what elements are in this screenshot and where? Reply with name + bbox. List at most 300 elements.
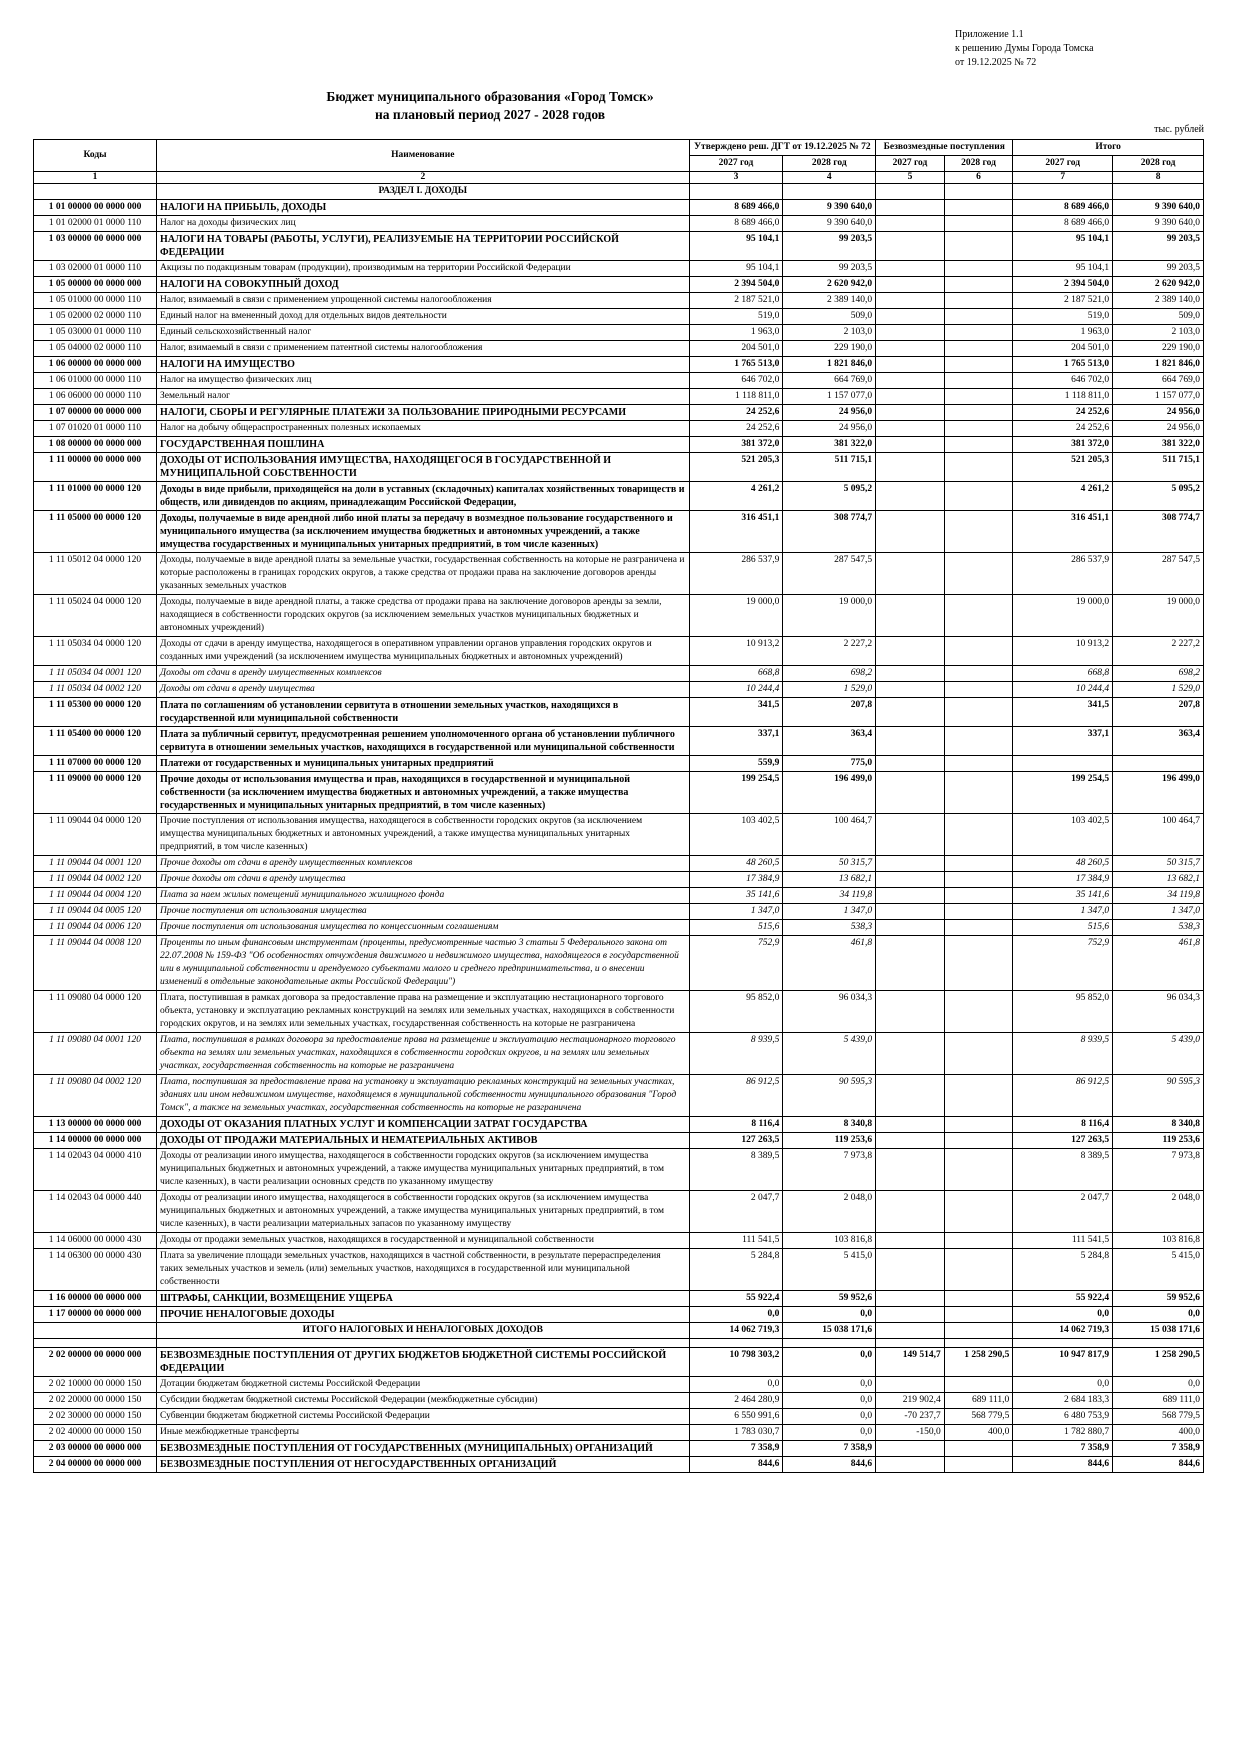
approved-2028: 775,0 — [783, 756, 876, 772]
grants-2028 — [944, 405, 1013, 421]
approved-2028: 9 390 640,0 — [783, 200, 876, 216]
table-row — [34, 437, 1204, 453]
colnum-7: 7 — [1013, 172, 1113, 184]
grants-2028 — [944, 232, 1013, 261]
total-2027: 8 389,5 — [1013, 1149, 1113, 1191]
table-row — [34, 595, 1204, 637]
total-2027 — [1013, 1339, 1113, 1348]
approved-2028: 0,0 — [783, 1377, 876, 1393]
grants-2028 — [944, 814, 1013, 856]
approved-2028: 34 119,8 — [783, 888, 876, 904]
row-name: Доходы в виде прибыли, приходящейся на доли в уставных (складочных) капиталах хозяйственных товариществ и обществ, или дивидендов по акциям, принадлежащим Российской Федерации, — [157, 482, 690, 511]
budget-table — [33, 139, 1204, 1473]
approved-2028: 844,6 — [783, 1457, 876, 1473]
grants-2027 — [876, 1307, 945, 1323]
total-2027: 10 244,4 — [1013, 682, 1113, 698]
grants-2028 — [944, 293, 1013, 309]
approved-2028: 2 048,0 — [783, 1191, 876, 1233]
approved-2027: 521 205,3 — [689, 453, 783, 482]
grants-2028 — [944, 1307, 1013, 1323]
appendix-line-3: от 19.12.2025 № 72 — [955, 57, 1037, 68]
approved-2027: 4 261,2 — [689, 482, 783, 511]
row-name: БЕЗВОЗМЕЗДНЫЕ ПОСТУПЛЕНИЯ ОТ ГОСУДАРСТВЕННЫХ (МУНИЦИПАЛЬНЫХ) ОРГАНИЗАЦИЙ — [157, 1441, 690, 1457]
total-2028: 19 000,0 — [1113, 595, 1204, 637]
table-row — [34, 1393, 1204, 1409]
units-label: тыс. рублей — [1154, 124, 1204, 135]
row-code: 1 06 01000 00 0000 110 — [34, 373, 157, 389]
total-2027: 1 347,0 — [1013, 904, 1113, 920]
total-2028: 100 464,7 — [1113, 814, 1204, 856]
row-code: 1 11 05024 04 0000 120 — [34, 595, 157, 637]
total-2028 — [1113, 184, 1204, 200]
grants-2027 — [876, 1339, 945, 1348]
table-row — [34, 904, 1204, 920]
total-2028: 15 038 171,6 — [1113, 1323, 1204, 1339]
table-row — [34, 373, 1204, 389]
approved-2027: 1 765 513,0 — [689, 357, 783, 373]
row-name: Доходы, получаемые в виде арендной платы за земельные участки, государственная собственность на которые не разграничена и которые расположены в границах городских округов, а также средства от продажи права на заключение договоров аренды указанных земельных участков — [157, 553, 690, 595]
approved-2027: 8 389,5 — [689, 1149, 783, 1191]
row-code: 1 11 05034 04 0002 120 — [34, 682, 157, 698]
colnum-3: 3 — [689, 172, 783, 184]
grants-2028 — [944, 756, 1013, 772]
table-row — [34, 1307, 1204, 1323]
grants-2027 — [876, 184, 945, 200]
total-2028: 90 595,3 — [1113, 1075, 1204, 1117]
approved-2027: 24 252,6 — [689, 421, 783, 437]
approved-2028: 5 415,0 — [783, 1249, 876, 1291]
grants-2028 — [944, 553, 1013, 595]
row-code: 1 11 09080 04 0001 120 — [34, 1033, 157, 1075]
approved-2028: 2 103,0 — [783, 325, 876, 341]
grants-2028 — [944, 421, 1013, 437]
approved-2027: 559,9 — [689, 756, 783, 772]
header-codes: Коды — [34, 140, 157, 172]
row-code: 1 01 00000 00 0000 000 — [34, 200, 157, 216]
approved-2028: 119 253,6 — [783, 1133, 876, 1149]
total-2027: 95 104,1 — [1013, 261, 1113, 277]
grants-2027 — [876, 389, 945, 405]
total-2027: 337,1 — [1013, 727, 1113, 756]
table-row — [34, 482, 1204, 511]
total-2027: 95 104,1 — [1013, 232, 1113, 261]
total-2028: 698,2 — [1113, 666, 1204, 682]
row-code: 1 11 09080 04 0002 120 — [34, 1075, 157, 1117]
grants-2028 — [944, 1323, 1013, 1339]
approved-2028: 90 595,3 — [783, 1075, 876, 1117]
colnum-1: 1 — [34, 172, 157, 184]
row-name: Акцизы по подакцизным товарам (продукции), производимым на территории Российской Федерации — [157, 261, 690, 277]
grants-2027 — [876, 373, 945, 389]
grants-2027 — [876, 772, 945, 814]
table-row — [34, 727, 1204, 756]
total-2027 — [1013, 756, 1113, 772]
table-row — [34, 1441, 1204, 1457]
grants-2027 — [876, 1291, 945, 1307]
grants-2028 — [944, 453, 1013, 482]
appendix-line-1: Приложение 1.1 — [955, 29, 1024, 40]
grants-2027 — [876, 421, 945, 437]
row-code: 1 06 00000 00 0000 000 — [34, 357, 157, 373]
grants-2027 — [876, 637, 945, 666]
table-row — [34, 1191, 1204, 1233]
row-name: Иные межбюджетные трансферты — [157, 1425, 690, 1441]
table-row — [34, 511, 1204, 553]
table-row — [34, 1425, 1204, 1441]
table-row — [34, 421, 1204, 437]
grants-2028 — [944, 1233, 1013, 1249]
header-name: Наименование — [157, 140, 690, 172]
row-code: 1 07 00000 00 0000 000 — [34, 405, 157, 421]
grants-2027 — [876, 293, 945, 309]
row-name: Налог, взимаемый в связи с применением упрощенной системы налогообложения — [157, 293, 690, 309]
grants-2027 — [876, 872, 945, 888]
row-code: 1 14 00000 00 0000 000 — [34, 1133, 157, 1149]
table-row — [34, 389, 1204, 405]
approved-2028: 7 358,9 — [783, 1441, 876, 1457]
approved-2027: 0,0 — [689, 1377, 783, 1393]
grants-2028: 568 779,5 — [944, 1409, 1013, 1425]
header-approved: Утверждено реш. ДГТ от 19.12.2025 № 72 — [689, 140, 876, 156]
approved-2028: 207,8 — [783, 698, 876, 727]
table-row — [34, 1249, 1204, 1291]
grants-2028 — [944, 872, 1013, 888]
total-2027: 0,0 — [1013, 1307, 1113, 1323]
row-name: Доходы от реализации иного имущества, находящегося в собственности городских округов (за исключением имущества муниципальных бюджетных и автономных учреждений, а также имущества муниципальных унитарных предприятий, в том числе казенных), в части реализации основных средств по указанному имуществу — [157, 1149, 690, 1191]
table-row — [34, 261, 1204, 277]
header-grants: Безвозмездные поступления — [876, 140, 1013, 156]
row-code: 1 14 02043 04 0000 440 — [34, 1191, 157, 1233]
total-2028: 5 095,2 — [1113, 482, 1204, 511]
approved-2027: 103 402,5 — [689, 814, 783, 856]
row-code: 1 17 00000 00 0000 000 — [34, 1307, 157, 1323]
row-name: ИТОГО НАЛОГОВЫХ И НЕНАЛОГОВЫХ ДОХОДОВ — [157, 1323, 690, 1339]
approved-2027: 519,0 — [689, 309, 783, 325]
row-name: Доходы от сдачи в аренду имущества — [157, 682, 690, 698]
total-2028: 9 390 640,0 — [1113, 200, 1204, 216]
total-2028: 509,0 — [1113, 309, 1204, 325]
table-row — [34, 991, 1204, 1033]
row-name: Плата, поступившая за предоставление права на установку и эксплуатацию рекламных конструкций на земельных участках, зданиях или ином недвижимом имуществе, находящемся в муниципальной собственности муниципального образования "Город Томск", а также на земельных участках, государственная собственность на которые не разграничена — [157, 1075, 690, 1117]
approved-2028: 509,0 — [783, 309, 876, 325]
row-name: Прочие поступления от использования имущества, находящегося в собственности городских округов (за исключением имущества муниципальных бюджетных и автономных учреждений, а также имущества муниципальных унитарных предприятий, в том числе казенных) — [157, 814, 690, 856]
table-row — [34, 888, 1204, 904]
row-name: Налог на имущество физических лиц — [157, 373, 690, 389]
header-approved-2027: 2027 год — [689, 156, 783, 172]
total-2027: 316 451,1 — [1013, 511, 1113, 553]
row-code: 1 03 00000 00 0000 000 — [34, 232, 157, 261]
grants-2028 — [944, 1249, 1013, 1291]
row-name: Доходы от продажи земельных участков, находящихся в государственной и муниципальной собственности — [157, 1233, 690, 1249]
row-name: НАЛОГИ НА ИМУЩЕСТВО — [157, 357, 690, 373]
row-name: Доходы от сдачи в аренду имущества, находящегося в оперативном управлении органов управления городских округов и созданных ими учреждений (за исключением имущества муниципальных бюджетных и автономных учреждений) — [157, 637, 690, 666]
row-code: 1 16 00000 00 0000 000 — [34, 1291, 157, 1307]
grants-2028: 689 111,0 — [944, 1393, 1013, 1409]
total-2028 — [1113, 756, 1204, 772]
table-row — [34, 1409, 1204, 1425]
total-2028: 400,0 — [1113, 1425, 1204, 1441]
approved-2028: 2 389 140,0 — [783, 293, 876, 309]
total-2028: 461,8 — [1113, 936, 1204, 991]
row-name: Единый сельскохозяйственный налог — [157, 325, 690, 341]
grants-2027 — [876, 1191, 945, 1233]
table-row — [34, 772, 1204, 814]
total-2028 — [1113, 1339, 1204, 1348]
grants-2028 — [944, 511, 1013, 553]
table-row — [34, 936, 1204, 991]
row-name: НАЛОГИ НА СОВОКУПНЫЙ ДОХОД — [157, 277, 690, 293]
header-approved-2028: 2028 год — [783, 156, 876, 172]
table-header — [34, 140, 1204, 184]
section-heading-row — [34, 184, 1204, 200]
grants-2027: 219 902,4 — [876, 1393, 945, 1409]
table-row — [34, 1457, 1204, 1473]
approved-2028: 8 340,8 — [783, 1117, 876, 1133]
row-name: Прочие поступления от использования имущества — [157, 904, 690, 920]
approved-2028: 2 227,2 — [783, 637, 876, 666]
approved-2028: 99 203,5 — [783, 232, 876, 261]
total-2028: 363,4 — [1113, 727, 1204, 756]
approved-2027: 646 702,0 — [689, 373, 783, 389]
approved-2028: 7 973,8 — [783, 1149, 876, 1191]
table-row — [34, 1033, 1204, 1075]
approved-2028: 1 821 846,0 — [783, 357, 876, 373]
row-name: Проценты по иным финансовым инструментам (проценты, предусмотренные частью 3 статьи 5 Федерального закона от 22.07.2008 № 159-ФЗ "Об особенностях отчуждения движимого и недвижимого имущества, находящегося в государственной или в муниципальной собственности и арендуемого субъектами малого и среднего предпринимательства, и о внесении изменений в отдельные законодательные акты Российской Федерации") — [157, 936, 690, 991]
row-code: 1 05 04000 02 0000 110 — [34, 341, 157, 357]
header-total-2028: 2028 год — [1113, 156, 1204, 172]
header-total-2027: 2027 год — [1013, 156, 1113, 172]
approved-2027: 48 260,5 — [689, 856, 783, 872]
grants-2027 — [876, 437, 945, 453]
total-2027: 4 261,2 — [1013, 482, 1113, 511]
table-row — [34, 1291, 1204, 1307]
row-name: БЕЗВОЗМЕЗДНЫЕ ПОСТУПЛЕНИЯ ОТ НЕГОСУДАРСТВЕННЫХ ОРГАНИЗАЦИЙ — [157, 1457, 690, 1473]
total-2027: 86 912,5 — [1013, 1075, 1113, 1117]
document-title — [190, 88, 790, 124]
total-2028: 99 203,5 — [1113, 261, 1204, 277]
approved-2028: 287 547,5 — [783, 553, 876, 595]
total-2027: 7 358,9 — [1013, 1441, 1113, 1457]
approved-2027: 10 244,4 — [689, 682, 783, 698]
appendix-line-2: к решению Думы Города Томска — [955, 43, 1094, 54]
row-code: 1 14 06000 00 0000 430 — [34, 1233, 157, 1249]
row-code: 2 03 00000 00 0000 000 — [34, 1441, 157, 1457]
colnum-2: 2 — [157, 172, 690, 184]
grants-2027 — [876, 1149, 945, 1191]
approved-2027: 337,1 — [689, 727, 783, 756]
total-2028: 381 322,0 — [1113, 437, 1204, 453]
total-2027: 204 501,0 — [1013, 341, 1113, 357]
row-code: 2 02 10000 00 0000 150 — [34, 1377, 157, 1393]
row-name: Земельный налог — [157, 389, 690, 405]
row-name: НАЛОГИ НА ТОВАРЫ (РАБОТЫ, УСЛУГИ), РЕАЛИЗУЕМЫЕ НА ТЕРРИТОРИИ РОССИЙСКОЙ ФЕДЕРАЦИИ — [157, 232, 690, 261]
grants-2027 — [876, 666, 945, 682]
total-2027: 752,9 — [1013, 936, 1113, 991]
row-name: НАЛОГИ НА ПРИБЫЛЬ, ДОХОДЫ — [157, 200, 690, 216]
grants-2027: -150,0 — [876, 1425, 945, 1441]
row-code: 1 01 02000 01 0000 110 — [34, 216, 157, 232]
row-name: Плата по соглашениям об установлении сервитута в отношении земельных участков, находящихся в государственной или муниципальной собственности — [157, 698, 690, 727]
total-2027: 2 187 521,0 — [1013, 293, 1113, 309]
grants-2027: 149 514,7 — [876, 1348, 945, 1377]
grants-2028 — [944, 200, 1013, 216]
grants-2027 — [876, 261, 945, 277]
grants-2027 — [876, 232, 945, 261]
grants-2028 — [944, 904, 1013, 920]
row-name: Дотации бюджетам бюджетной системы Российской Федерации — [157, 1377, 690, 1393]
total-2027: 48 260,5 — [1013, 856, 1113, 872]
total-2028: 96 034,3 — [1113, 991, 1204, 1033]
grants-2027 — [876, 1117, 945, 1133]
grants-2028 — [944, 1441, 1013, 1457]
grants-2028 — [944, 184, 1013, 200]
grants-2028 — [944, 437, 1013, 453]
grants-2027 — [876, 1249, 945, 1291]
grants-2028 — [944, 261, 1013, 277]
approved-2027: 0,0 — [689, 1307, 783, 1323]
grants-2027 — [876, 1457, 945, 1473]
approved-2027: 316 451,1 — [689, 511, 783, 553]
total-2027: 668,8 — [1013, 666, 1113, 682]
row-name: Налог на доходы физических лиц — [157, 216, 690, 232]
approved-2027: 2 464 280,9 — [689, 1393, 783, 1409]
row-code: 1 06 06000 00 0000 110 — [34, 389, 157, 405]
grants-2027 — [876, 991, 945, 1033]
approved-2028: 2 620 942,0 — [783, 277, 876, 293]
approved-2028 — [783, 184, 876, 200]
row-code: 1 11 09044 04 0006 120 — [34, 920, 157, 936]
total-2028: 24 956,0 — [1113, 421, 1204, 437]
row-name: Доходы от реализации иного имущества, находящегося в собственности городских округов (за исключением имущества муниципальных бюджетных и автономных учреждений, а также имущества муниципальных унитарных предприятий, в том числе казенных), в части реализации материальных запасов по указанному имуществу — [157, 1191, 690, 1233]
grants-2028: 1 258 290,5 — [944, 1348, 1013, 1377]
row-code: 1 11 09044 04 0002 120 — [34, 872, 157, 888]
approved-2028: 308 774,7 — [783, 511, 876, 553]
grants-2028 — [944, 698, 1013, 727]
grants-2027 — [876, 698, 945, 727]
grants-2027 — [876, 405, 945, 421]
approved-2028: 13 682,1 — [783, 872, 876, 888]
approved-2027: 55 922,4 — [689, 1291, 783, 1307]
total-2028: 5 439,0 — [1113, 1033, 1204, 1075]
total-2027: 844,6 — [1013, 1457, 1113, 1473]
table-body — [34, 184, 1204, 1473]
approved-2027: 844,6 — [689, 1457, 783, 1473]
total-2028: 50 315,7 — [1113, 856, 1204, 872]
grants-2028 — [944, 772, 1013, 814]
approved-2027: 8 689 466,0 — [689, 200, 783, 216]
approved-2027: 5 284,8 — [689, 1249, 783, 1291]
approved-2027: 2 187 521,0 — [689, 293, 783, 309]
column-number-row — [34, 172, 1204, 184]
total-2028: 2 389 140,0 — [1113, 293, 1204, 309]
approved-2027: 35 141,6 — [689, 888, 783, 904]
grants-2028 — [944, 856, 1013, 872]
table-row — [34, 872, 1204, 888]
approved-2027: 95 852,0 — [689, 991, 783, 1033]
total-2027: 341,5 — [1013, 698, 1113, 727]
total-2027: 111 541,5 — [1013, 1233, 1113, 1249]
approved-2028: 59 952,6 — [783, 1291, 876, 1307]
grants-2027 — [876, 1133, 945, 1149]
approved-2027: 286 537,9 — [689, 553, 783, 595]
grants-2027 — [876, 682, 945, 698]
grants-2028 — [944, 637, 1013, 666]
grants-2028 — [944, 1149, 1013, 1191]
grants-2028 — [944, 1133, 1013, 1149]
table-row — [34, 682, 1204, 698]
approved-2027: 1 347,0 — [689, 904, 783, 920]
total-2028: 538,3 — [1113, 920, 1204, 936]
total-2027: 8 939,5 — [1013, 1033, 1113, 1075]
row-name: Прочие доходы от использования имущества и прав, находящихся в государственной и муниципальной собственности (за исключением имущества бюджетных и автономных учреждений, а также имущества государственных и муниципальных унитарных предприятий, в том числе казенных) — [157, 772, 690, 814]
total-2027: 127 263,5 — [1013, 1133, 1113, 1149]
table-row — [34, 698, 1204, 727]
total-2028: 229 190,0 — [1113, 341, 1204, 357]
colnum-4: 4 — [783, 172, 876, 184]
row-code: 1 08 00000 00 0000 000 — [34, 437, 157, 453]
total-2028: 2 620 942,0 — [1113, 277, 1204, 293]
grants-2027 — [876, 553, 945, 595]
table-row — [34, 357, 1204, 373]
approved-2028: 0,0 — [783, 1425, 876, 1441]
approved-2028: 229 190,0 — [783, 341, 876, 357]
total-2027: 5 284,8 — [1013, 1249, 1113, 1291]
row-name: Субсидии бюджетам бюджетной системы Российской Федерации (межбюджетные субсидии) — [157, 1393, 690, 1409]
table-row — [34, 277, 1204, 293]
approved-2027: 381 372,0 — [689, 437, 783, 453]
approved-2028: 1 529,0 — [783, 682, 876, 698]
approved-2028: 24 956,0 — [783, 405, 876, 421]
table-row — [34, 1377, 1204, 1393]
approved-2027: 8 939,5 — [689, 1033, 783, 1075]
total-2028: 9 390 640,0 — [1113, 216, 1204, 232]
grants-2028: 400,0 — [944, 1425, 1013, 1441]
grants-2027 — [876, 727, 945, 756]
row-code: 1 05 02000 02 0000 110 — [34, 309, 157, 325]
approved-2027: 127 263,5 — [689, 1133, 783, 1149]
row-name: НАЛОГИ, СБОРЫ И РЕГУЛЯРНЫЕ ПЛАТЕЖИ ЗА ПОЛЬЗОВАНИЕ ПРИРОДНЫМИ РЕСУРСАМИ — [157, 405, 690, 421]
approved-2027: 1 963,0 — [689, 325, 783, 341]
total-2027: 521 205,3 — [1013, 453, 1113, 482]
row-name: ДОХОДЫ ОТ ПРОДАЖИ МАТЕРИАЛЬНЫХ И НЕМАТЕРИАЛЬНЫХ АКТИВОВ — [157, 1133, 690, 1149]
row-name: Плата, поступившая в рамках договора за предоставление права на размещение и эксплуатацию нестационарного торгового объекта, установку и эксплуатацию рекламных конструкций на землях или земельных участках, находящихся в собственности городских округов, и на землях или земельных участках, государственная собственность на которые не разграничена — [157, 991, 690, 1033]
total-2028: 103 816,8 — [1113, 1233, 1204, 1249]
total-2027: 519,0 — [1013, 309, 1113, 325]
row-name: Единый налог на вмененный доход для отдельных видов деятельности — [157, 309, 690, 325]
row-code: 1 11 09044 04 0004 120 — [34, 888, 157, 904]
grants-2028 — [944, 373, 1013, 389]
grants-2028 — [944, 277, 1013, 293]
total-2028: 99 203,5 — [1113, 232, 1204, 261]
total-2028: 7 973,8 — [1113, 1149, 1204, 1191]
total-2027: 646 702,0 — [1013, 373, 1113, 389]
total-2028: 287 547,5 — [1113, 553, 1204, 595]
approved-2027: 341,5 — [689, 698, 783, 727]
table-row — [34, 1348, 1204, 1377]
total-2027: 103 402,5 — [1013, 814, 1113, 856]
total-2027: 55 922,4 — [1013, 1291, 1113, 1307]
total-2027: 2 047,7 — [1013, 1191, 1113, 1233]
grants-2027 — [876, 200, 945, 216]
grants-2027 — [876, 1441, 945, 1457]
grants-2028 — [944, 482, 1013, 511]
row-name: Налог, взимаемый в связи с применением патентной системы налогообложения — [157, 341, 690, 357]
row-code: 1 11 09044 04 0008 120 — [34, 936, 157, 991]
row-code: 1 14 06300 00 0000 430 — [34, 1249, 157, 1291]
approved-2027: 111 541,5 — [689, 1233, 783, 1249]
row-name: РАЗДЕЛ I. ДОХОДЫ — [157, 184, 690, 200]
total-2027: 8 116,4 — [1013, 1117, 1113, 1133]
